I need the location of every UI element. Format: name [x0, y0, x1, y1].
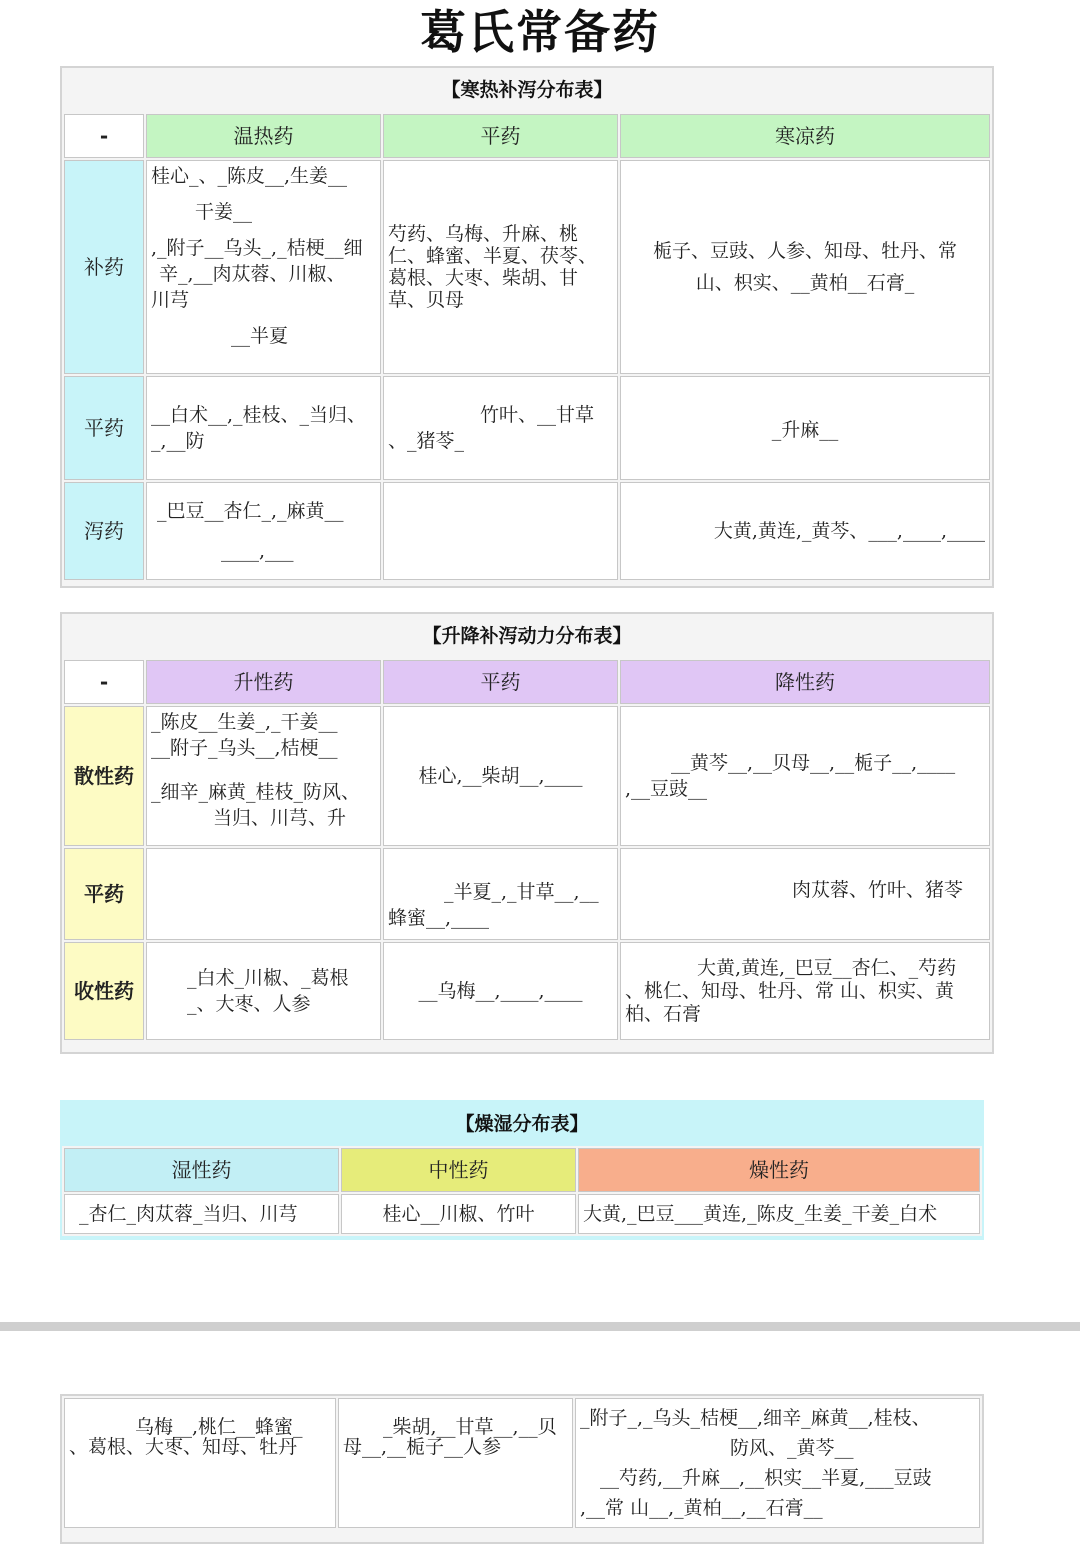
cell-line: _柴胡,__甘草__,__贝 [383, 1416, 557, 1438]
table-row [64, 1398, 980, 1528]
cell-line: ____,___ [221, 540, 294, 562]
cell-line: 大黄,黄连,_巴豆__杏仁、_芍药 [697, 956, 957, 979]
table-cell [383, 482, 618, 580]
table-cell [64, 1398, 336, 1528]
dry-damp-table [62, 1146, 982, 1236]
cell-line: _巴豆__杏仁_,_麻黄__ [157, 500, 344, 522]
cell-line: _细辛_麻黄_桂枝_防风、 [151, 781, 361, 803]
cell-line: 母__,__栀子__人参 [343, 1436, 502, 1458]
column-header-descending: 降性药 [620, 660, 990, 704]
table-cell [620, 942, 990, 1040]
cell-line: 栀子、豆豉、人参、知母、牡丹、常 [652, 240, 957, 262]
table-cell [146, 160, 381, 374]
cell-line: 川芎 [151, 289, 190, 311]
row-header-neutral [64, 848, 144, 940]
row-header-label: 收性药 [74, 979, 134, 1003]
table-cell: 桂心__川椒、竹叶 [341, 1194, 576, 1234]
table-cell [338, 1398, 573, 1528]
cell-line: 蜂蜜__,____ [388, 907, 490, 929]
table-cell: _杏仁_肉苁蓉_当归、川芎 [64, 1194, 339, 1234]
row-header-label: 平药 [84, 882, 124, 906]
bottom-table-panel [60, 1394, 984, 1544]
cell-line: 辛_,__肉苁蓉、川椒、 [159, 263, 346, 285]
cell-line: 、葛根、大枣、知母、牡丹 [69, 1436, 298, 1458]
column-header-warm: 温热药 [146, 114, 381, 158]
table-cell [146, 482, 381, 580]
cell-line: __黄芩__,__贝母__,__栀子__,____ [671, 752, 956, 774]
cell-line: 当归、川芎、升 [213, 807, 347, 829]
cell-line: 竹叶、__甘草 [480, 404, 595, 426]
table-cell: 肉苁蓉、竹叶、猪苓 [620, 848, 990, 940]
cell-line: __附子_乌头__,桔梗__ [151, 737, 338, 759]
table-row [64, 942, 990, 1040]
cell-line: 乌梅__,桃仁__蜂蜜_ [135, 1416, 303, 1438]
cold-hot-table [62, 112, 992, 582]
column-header-ascending: 升性药 [146, 660, 381, 704]
table-cell [620, 706, 990, 846]
column-header-neutral: 中性药 [341, 1148, 576, 1192]
table-cell [620, 160, 990, 374]
bottom-table [62, 1396, 982, 1530]
cold-hot-table-panel [60, 66, 994, 588]
table-row [64, 848, 990, 940]
cell-line: __半夏 [231, 325, 289, 347]
cell-line: __芍药,__升麻__,__枳实__半夏,___豆豉 [600, 1467, 932, 1489]
dry-damp-table-caption: 【燥湿分布表】 [455, 1113, 589, 1135]
corner-cell: - [64, 114, 144, 158]
column-header-damp: 湿性药 [64, 1148, 339, 1192]
cell-line: ,__豆豉__ [625, 778, 708, 800]
table-cell: 桂心,__柴胡__,____ [383, 706, 618, 846]
table-cell: 大黄,黄连,_黄芩、___,____,____ [620, 482, 990, 580]
table-row [64, 376, 990, 480]
table-cell [575, 1398, 980, 1528]
table-cell: _白术_川椒、_葛根_、大枣、人参 [146, 942, 381, 1040]
cell-line: ,__常 山__,_黄柏__,__石膏__ [580, 1497, 823, 1519]
cold-hot-table-caption: 【寒热补泻分布表】 [441, 79, 613, 101]
table-header-row [64, 660, 990, 704]
table-cell: 芍药、乌梅、升麻、桃仁、蜂蜜、半夏、茯苓、葛根、大枣、柴胡、甘草、贝母 [383, 160, 618, 374]
ascend-descend-table [62, 658, 992, 1042]
section-divider [0, 1322, 1080, 1331]
table-row [64, 482, 990, 580]
column-header-neutral: 平药 [383, 660, 618, 704]
row-header-tonic: 补药 [64, 160, 144, 374]
page-title: 葛氏常备药 [420, 5, 660, 59]
table-row [64, 706, 990, 846]
row-header-label: 散性药 [74, 764, 134, 788]
row-header-astringent [64, 942, 144, 1040]
cell-line: 干姜__ [195, 201, 253, 223]
column-header-neutral: 平药 [383, 114, 618, 158]
table-cell: __乌梅__,____,____ [383, 942, 618, 1040]
cell-line: _陈皮__生姜_,_干姜__ [151, 711, 338, 733]
row-header-dispersing [64, 706, 144, 846]
cell-line: 、桃仁、知母、牡丹、常 山、枳实、黄柏、石膏 [625, 979, 955, 1025]
cell-line: ,_附子__乌头_,_桔梗__细 [151, 237, 363, 259]
table-cell [383, 848, 618, 940]
table-header-row [64, 114, 990, 158]
cell-line: 防风、_黄芩__ [730, 1437, 854, 1459]
ascend-descend-table-panel [60, 612, 994, 1054]
table-row [64, 1194, 980, 1234]
cell-line: _附子_,_乌头_桔梗__,细辛_麻黄__,桂枝、 [580, 1407, 931, 1429]
cell-line: 桂心_、_陈皮__,生姜__ [151, 165, 348, 187]
table-cell [146, 848, 381, 940]
column-header-dry: 燥性药 [578, 1148, 980, 1192]
table-row [64, 160, 990, 374]
table-cell: __白术__,_桂枝、_当归、_,__防 [146, 376, 381, 480]
cell-line: _半夏_,_甘草__,__ [444, 881, 599, 903]
cell-line: 山、枳实、__黄柏__石膏_ [695, 272, 915, 294]
corner-cell: - [64, 660, 144, 704]
row-header-neutral: 平药 [64, 376, 144, 480]
ascend-descend-table-caption: 【升降补泻动力分布表】 [422, 625, 632, 647]
table-header-row [64, 1148, 980, 1192]
cell-line: 、_猪苓_ [388, 430, 465, 452]
column-header-cold: 寒凉药 [620, 114, 990, 158]
table-cell: _升麻__ [620, 376, 990, 480]
row-header-purge: 泻药 [64, 482, 144, 580]
table-cell: 大黄,_巴豆___黄连,_陈皮_生姜_干姜_白术 [578, 1194, 980, 1234]
dry-damp-table-panel [60, 1100, 984, 1240]
table-cell [383, 376, 618, 480]
table-cell [146, 706, 381, 846]
